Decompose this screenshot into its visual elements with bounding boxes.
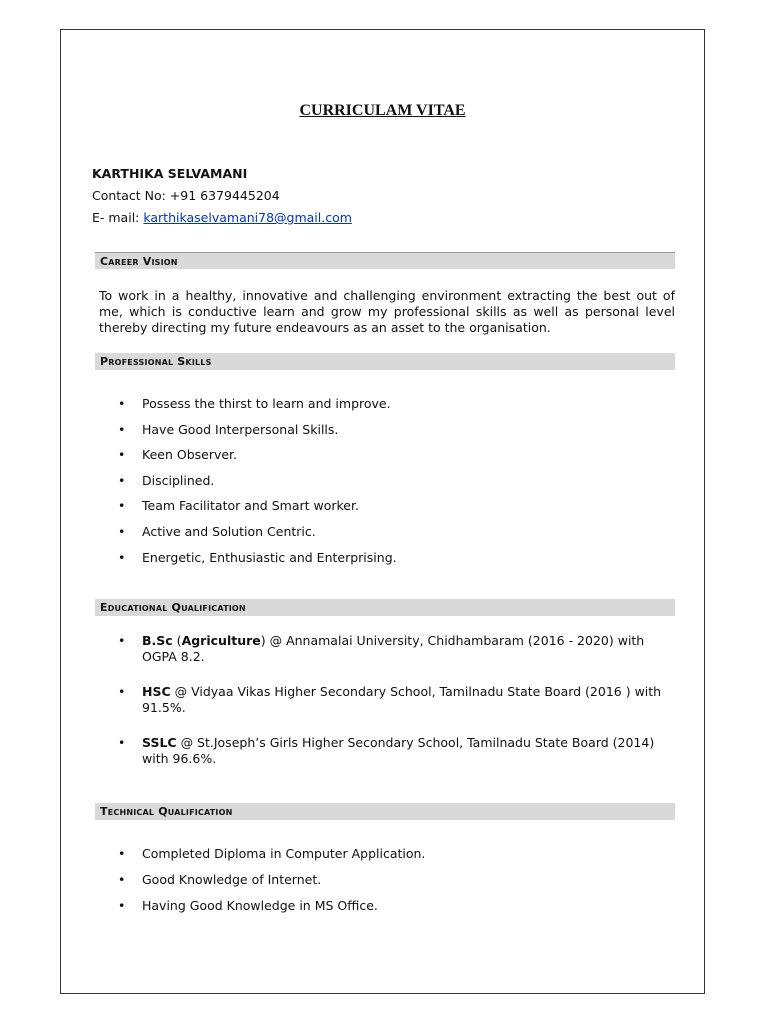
skill-item: • Active and Solution Centric. (99, 524, 397, 550)
skills-list (99, 396, 397, 575)
email-row: E- mail: karthikaselvamani78@gmail.com (92, 210, 352, 225)
technical-item: • Completed Diploma in Computer Application. (99, 846, 425, 872)
technical-item: • Having Good Knowledge in MS Office. (99, 898, 425, 924)
skill-item: • Possess the thirst to learn and improve. (99, 396, 397, 422)
section-header-educational-qualification: Educational Qualification (95, 599, 675, 616)
career-vision-text: To work in a healthy, innovative and challenging environment extracting the best out of me, which is conductive learn and grow my professional skills as well as personal level thereby directing my future endeavours as an asset to the organisation. (99, 288, 675, 335)
technical-item: • Good Knowledge of Internet. (99, 872, 425, 898)
technical-list (99, 846, 425, 923)
education-list (99, 633, 667, 786)
skill-item: • Disciplined. (99, 473, 397, 499)
education-item: • SSLC @ St.Joseph’s Girls Higher Secondary School, Tamilnadu State Board (2014) with 96.6%. (99, 735, 667, 767)
document-title: CURRICULAM VITAE (299, 102, 466, 119)
skill-item: • Have Good Interpersonal Skills. (99, 422, 397, 448)
candidate-name: KARTHIKA SELVAMANI (92, 166, 248, 181)
education-item: • B.Sc (Agriculture) @ Annamalai University, Chidhambaram (2016 - 2020) with OGPA 8.2. (99, 633, 667, 665)
skill-item: • Energetic, Enthusiastic and Enterprising. (99, 550, 397, 576)
skill-item: • Keen Observer. (99, 447, 397, 473)
contact-number: Contact No: +91 6379445204 (92, 188, 280, 203)
skill-item: • Team Facilitator and Smart worker. (99, 498, 397, 524)
section-header-professional-skills: Professional Skills (95, 353, 675, 370)
section-header-career-vision: Career Vision (95, 252, 675, 269)
education-item: • HSC @ Vidyaa Vikas Higher Secondary School, Tamilnadu State Board (2016 ) with 91.5%. (99, 684, 667, 716)
section-header-technical-qualification: Technical Qualification (95, 803, 675, 820)
email-link[interactable]: karthikaselvamani78@gmail.com (143, 210, 352, 225)
resume-page (60, 29, 705, 994)
